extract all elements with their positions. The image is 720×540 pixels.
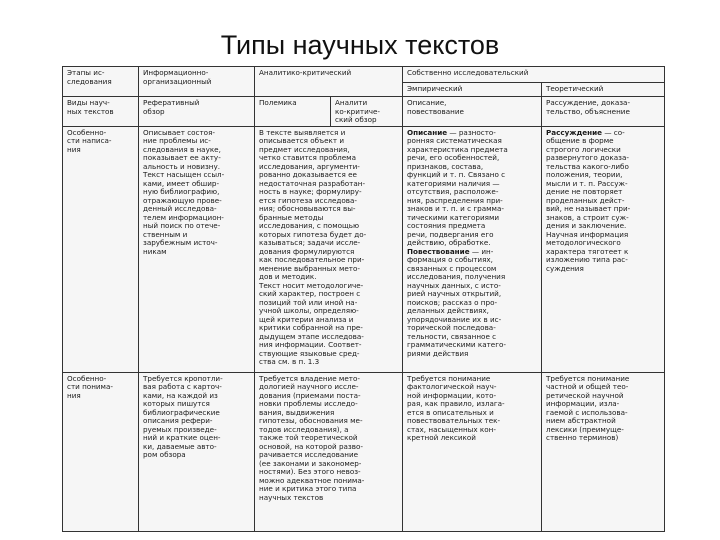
slide-title: Типы научных текстов (220, 30, 500, 60)
scanned-table-image (62, 66, 664, 532)
analytic-stage-cell: Аналитико-критический (255, 67, 403, 97)
reasoning-text: — со- общение в форме строгого логически развернутого доказа- тельства какого-либо положения, теории, мысли и т. п. Рассуж- дение не повторяет проделанных дейст- вий, не называет при- знаков, а строит суж- дения и заключение. Научная информация методологического характера тяготеет к изложению типа рас- суждения (546, 127, 631, 273)
narration-term: Повествование (407, 246, 470, 256)
theoretical-stage-cell: Теоретический (542, 83, 665, 97)
description-term: Описание (407, 127, 448, 137)
kinds-label-cell: Виды науч- ных текстов (63, 97, 139, 127)
empirical-stage-cell: Эмпирический (403, 83, 542, 97)
text-types-table (62, 66, 665, 532)
reading-theoretical-cell: Требуется понимание частной и общей тео- ретической научной информации, изла- гаемой с использова- нием абстрактной лексики (преимуще- ственно терминов) (542, 372, 665, 532)
description-text: — разносто- ронняя систематическая характеристика предмета речи, его особенностей, признаков, состава, функций и т. п. Связано с категориями наличия — отсутствия, расположе- ния, распределения при- знаков и т. п. и с грамма- тическими категориями состояния предмета речи, подвергания его действию, обработке. (407, 127, 508, 247)
table-row (63, 126, 665, 372)
kind-polemic-cell: Полемика (255, 97, 331, 127)
stages-label-cell: Этапы ис- следования (63, 67, 139, 97)
reading-label-cell: Особенно- сти понима- ния (63, 372, 139, 532)
writing-theoretical-cell (542, 126, 665, 372)
reading-info-cell: Требуется кропотли- вая работа с карточ- ками, на каждой из которых пишутся библиографические описания рефери- руемых произведе- ний и краткие оцен- ки, даваемые авто- ром обзора (139, 372, 255, 532)
writing-analytic-cell: В тексте выявляется и описывается объект и предмет исследования, четко ставится проблема исследования, аргументи- рованно доказывается ее недостаточная разработан- ность в науке; формулиру- ется гипотеза исследова- ния; обосновываются вы- бранные методы исследования, с помощью которых гипотеза будет до- казываться; задачи иссле- дования формулируются как последовательное при- менение выбранных мето- дов и методик. Текст носит методологиче- ский характер, построен с позиций той или иной на- учной школы, определяю- щей критерии анализа и критики собранной на пре- дыдущем этапе исследова- ния информации. Соответ- ствующие языковые сред- ства см. в п. 1.3 (255, 126, 403, 372)
narration-text: — ин- формация о событиях, связанных с процессом исследования, получения научных данных, с исто- рией научных открытий, поисков; рассказ о про- деланных действиях, упорядочивание их в ис- торической последова- тельности, связанное с грамматическими катего- риями действия (407, 246, 506, 358)
table-row (63, 97, 665, 127)
research-stage-cell: Собственно исследовательский (403, 67, 665, 83)
kind-analytic-cell: Аналити ко-критиче- ский обзор (331, 97, 403, 127)
kind-reasoning-cell: Рассуждение, доказа- тельство, объяснение (542, 97, 665, 127)
writing-info-cell: Описывает состоя- ние проблемы ис- следования в науке, показывает ее акту- альность и новизну. Текст насыщен ссыл- ками, имеет обшир- ную библиографию, отражающую прове- денный исследова- телем информацион- ный поиск по отече- ственным и зарубежным источ- никам (139, 126, 255, 372)
kind-review-cell: Реферативный обзор (139, 97, 255, 127)
reasoning-term: Рассуждение (546, 127, 603, 137)
table-row (63, 372, 665, 532)
writing-empirical-cell (403, 126, 542, 372)
info-stage-cell: Информационно- организационный (139, 67, 255, 97)
reading-empirical-cell: Требуется понимание фактологической науч- ной информации, кото- рая, как правило, излага- ется в описательных и повествовательных тек- стах, насыщенных кон- кретной лексикой (403, 372, 542, 532)
writing-label-cell: Особенно- сти написа- ния (63, 126, 139, 372)
kind-description-cell: Описание, повествование (403, 97, 542, 127)
reading-analytic-cell: Требуется владение мето- дологией научного иссле- дования (приемами поста- новки проблемы исследо- вания, выдвижения гипотезы, обоснования ме- тодов исследования), а также той теоретической основой, на которой разво- рачивается исследование (ее законами и закономер- ностями). Без этого невоз- можно адекватное понима- ние и критика этого типа научных текстов (255, 372, 403, 532)
table-row (63, 67, 665, 83)
